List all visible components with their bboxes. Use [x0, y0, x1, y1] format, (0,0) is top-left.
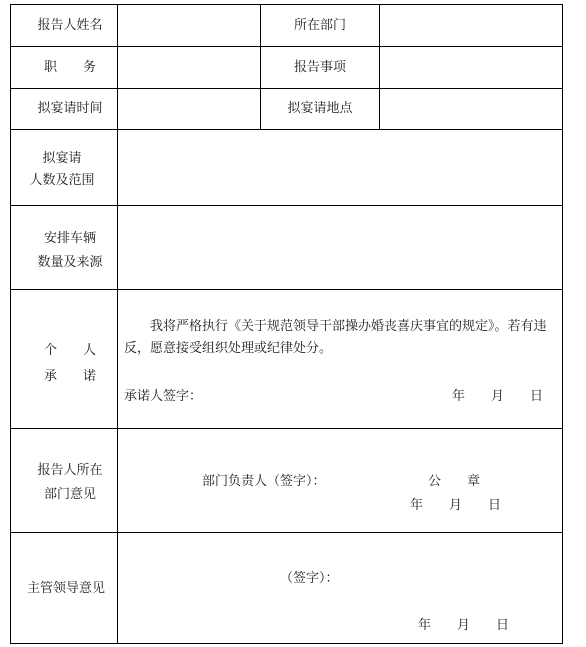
promise-text: 我将严格执行《关于规范领导干部操办婚丧喜庆事宜的规定》。若有违反，愿意接受组织处理或纪律处分。 — [124, 319, 547, 356]
leader-opinion-label: 主管领导意见 — [26, 581, 105, 596]
promise-label — [22, 338, 118, 390]
leader-date-label: 年 月 日 — [418, 618, 510, 633]
banquet-count-label-line2: 人数及范围 — [29, 173, 95, 188]
promiser-sign-label: 承诺人签字： — [124, 389, 203, 404]
leader-sign-label: （签字）： — [280, 571, 339, 586]
rule-left — [10, 4, 11, 644]
rule-row4 — [10, 205, 562, 206]
rule-row2 — [10, 88, 562, 89]
vehicle-label-line2: 数量及来源 — [37, 255, 103, 270]
vehicle-label-line1: 安排车辆 — [43, 231, 96, 246]
banquet-time-label: 拟宴请时间 — [37, 101, 103, 116]
rule-bottom — [10, 643, 562, 644]
reporter-name-label: 报告人姓名 — [37, 18, 103, 33]
banquet-count-label-line1: 拟宴请 — [42, 151, 82, 166]
rule-row1 — [10, 46, 562, 47]
promise-label-line1: 个 人 — [43, 343, 96, 358]
rule-row7 — [10, 532, 562, 533]
banquet-count-label — [12, 148, 112, 192]
dept-opinion-label-line1: 报告人所在 — [37, 463, 103, 478]
dept-opinion-label-line2: 部门意见 — [43, 487, 96, 502]
department-label: 所在部门 — [293, 18, 346, 33]
dept-opinion-label — [22, 459, 118, 507]
dept-seal-label: 公 章 — [428, 474, 481, 489]
banquet-place-label: 拟宴请地点 — [287, 101, 353, 116]
rule-top — [10, 4, 562, 5]
rule-row6 — [10, 428, 562, 429]
rule-row3 — [10, 129, 562, 130]
dept-head-sign-label: 部门负责人（签字）： — [202, 474, 326, 489]
position-label: 职 务 — [43, 60, 96, 75]
report-matter-label: 报告事项 — [293, 60, 346, 75]
vehicle-label — [22, 227, 118, 275]
dept-date-label: 年 月 日 — [410, 498, 502, 513]
promise-label-line2: 承 诺 — [43, 369, 96, 384]
promise-date-label: 年 月 日 — [452, 389, 544, 404]
rule-row5 — [10, 289, 562, 290]
